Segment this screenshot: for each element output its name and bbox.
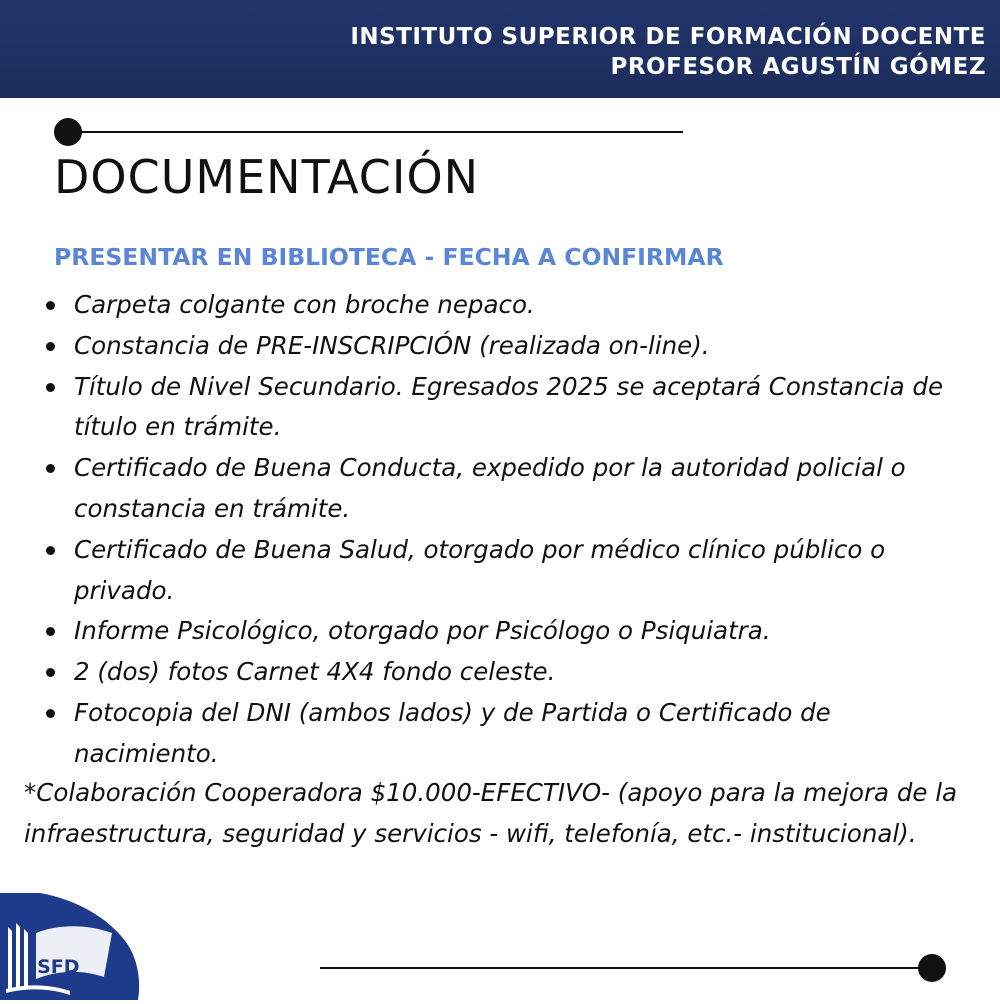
header-banner — [0, 0, 1000, 98]
list-item-text: Carpeta colgante con broche nepaco. — [74, 290, 535, 319]
requirements-list — [46, 285, 976, 775]
bullet-icon — [46, 546, 55, 555]
list-item-text: Informe Psicológico, otorgado por Psicólogo o Psiquiatra. — [74, 616, 771, 646]
bottom-divider-dot — [918, 954, 946, 982]
list-item — [46, 448, 976, 530]
list-item — [46, 285, 976, 326]
bullet-icon — [46, 709, 55, 718]
page-title: DOCUMENTACIÓN — [54, 150, 480, 204]
bullet-icon — [46, 627, 55, 636]
institute-name-line2: PROFESOR AGUSTÍN GÓMEZ — [610, 54, 986, 80]
list-item — [46, 652, 976, 693]
logo-text: ISFD — [30, 956, 80, 978]
bullet-icon — [46, 342, 55, 351]
list-item — [46, 530, 976, 612]
bullet-icon — [46, 301, 55, 310]
cooperadora-note: *Colaboración Cooperadora $10.000-EFECTIVO- (apoyo para la mejora de la infraestructura, seguridad y servicios - wifi, telefonía, etc.- institucional). — [24, 778, 958, 848]
bullet-icon — [46, 464, 55, 473]
list-item-text: 2 (dos) fotos Carnet 4X4 fondo celeste. — [74, 657, 556, 687]
list-item-text: Fotocopia del DNI (ambos lados) y de Partida o Certificado de nacimiento. — [74, 697, 831, 768]
list-item — [46, 693, 976, 775]
institute-name-line1: INSTITUTO SUPERIOR DE FORMACIÓN DOCENTE — [350, 24, 986, 50]
bullet-icon — [46, 383, 55, 392]
isfd-logo-graphic — [0, 893, 140, 1000]
isfd-book-logo-icon — [0, 893, 140, 1000]
list-item-text: Certificado de Buena Salud, otorgado por médico clínico público o privado. — [74, 534, 886, 605]
list-item-text: Constancia de PRE-INSCRIPCIÓN (realizada on-line). — [74, 330, 710, 360]
list-item-text: Título de Nivel Secundario. Egresados 2025 se aceptará Constancia de título en trámite. — [74, 371, 944, 442]
list-item — [46, 326, 976, 367]
bullet-icon — [46, 668, 55, 677]
top-divider-line — [68, 131, 683, 133]
bottom-divider-line — [320, 967, 932, 969]
list-item — [46, 367, 976, 449]
list-item-text: Certificado de Buena Conducta, expedido por la autoridad policial o constancia en trámite. — [74, 453, 906, 523]
list-item — [46, 611, 976, 652]
page-subtitle: PRESENTAR EN BIBLIOTECA - FECHA A CONFIRMAR — [54, 243, 724, 271]
